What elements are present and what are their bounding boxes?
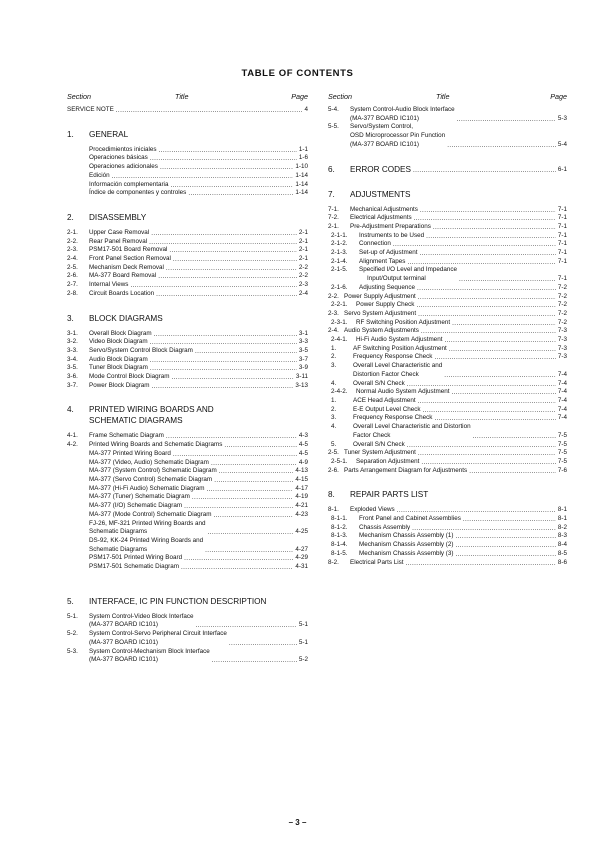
toc-entry[interactable]: 3-5. Tuner Block Diagram ..... 3-9 [67, 364, 308, 373]
toc-entry-service-note[interactable]: SERVICE NOTE ..... 4 [67, 106, 308, 115]
toc-entry[interactable]: 5-5. Servo/System Control, OSD Microprocessor Pin Function (MA-377 BOARD IC101) ..... 5-4 [328, 123, 567, 149]
toc-entry[interactable]: DS-92, KK-24 Printed Wiring Boards and Schematic Diagrams ..... 4-27 [89, 537, 308, 554]
toc-entry[interactable]: 4-1. Frame Schematic Diagram ..... 4-3 [67, 432, 308, 441]
toc-entry[interactable]: 2-1-6. Adjusting Sequence ..... 7-2 [328, 284, 567, 293]
toc-entry[interactable]: 3-1. Overall Block Diagram ..... 3-1 [67, 330, 308, 339]
section-heading-adjustments[interactable]: 7. ADJUSTMENTS [328, 189, 411, 199]
header-page: Page [291, 92, 308, 101]
section-heading-error-codes[interactable]: 6. ERROR CODES ..... 6-1 [328, 164, 567, 175]
toc-left-column [67, 92, 308, 665]
toc-entry[interactable]: 2-6. Parts Arrangement Diagram for Adjustments ..... 7-6 [328, 467, 567, 476]
toc-entry[interactable]: 2. Frequency Response Check ..... 7-3 [328, 353, 567, 362]
header-section: Section [67, 92, 91, 101]
section-heading-printed-wiring-boards[interactable]: 4. PRINTED WIRING BOARDS AND SCHEMATIC DIAGRAMS [67, 405, 214, 426]
toc-entry[interactable]: 2-5. Tuner System Adjustment ..... 7-5 [328, 449, 567, 458]
toc-entry[interactable]: 2-1-3. Set-up of Adjustment ..... 7-1 [328, 249, 567, 258]
toc-entry[interactable]: 4. Overall S/N Check ..... 7-4 [328, 380, 567, 389]
toc-entry[interactable]: 2-4-1. Hi-Fi Audio System Adjustment ..... 7-3 [328, 336, 567, 345]
toc-entry[interactable]: 1. AF Switching Position Adjustment ..... 7-3 [328, 345, 567, 354]
toc-entry[interactable]: Índice de componentes y controles ..... 1-14 [89, 189, 308, 198]
toc-entry[interactable]: MA-377 (Hi-Fi Audio) Schematic Diagram ..... 4-17 [89, 485, 308, 494]
column-header [67, 92, 308, 106]
toc-entry[interactable]: 1. ACE Head Adjustment ..... 7-4 [328, 397, 567, 406]
toc-entry[interactable]: 2-1. Pre-Adjustment Preparations ..... 7-1 [328, 223, 567, 232]
toc-entry[interactable]: 8-2. Electrical Parts List ..... 8-6 [328, 559, 567, 568]
toc-entry[interactable]: MA-377 (I/O) Schematic Diagram ..... 4-21 [89, 502, 308, 511]
header-title: Title [175, 92, 189, 101]
toc-entry[interactable]: 8-1-1. Front Panel and Cabinet Assemblies ..... 8-1 [328, 515, 567, 524]
section-heading-repair-parts[interactable]: 8. REPAIR PARTS LIST [328, 490, 429, 500]
toc-entry[interactable]: 2-4-2. Normal Audio System Adjustment ..... 7-4 [328, 388, 567, 397]
toc-entry[interactable]: 8-1. Exploded Views ..... 8-1 [328, 506, 567, 515]
toc-entry[interactable]: 2-2-1. Power Supply Check ..... 7-2 [328, 301, 567, 310]
toc-entry[interactable]: 2. E-E Output Level Check ..... 7-4 [328, 406, 567, 415]
toc-entry[interactable]: 4-2. Printed Wiring Boards and Schematic Diagrams ..... 4-5 [67, 441, 308, 450]
toc-entry[interactable]: 8-1-3. Mechanism Chassis Assembly (1) ..... 8-3 [328, 532, 567, 541]
toc-entry[interactable]: MA-377 Printed Wiring Board ..... 4-5 [89, 450, 308, 459]
toc-entry[interactable]: MA-377 (Video, Audio) Schematic Diagram ..... 4-9 [89, 459, 308, 468]
toc-entry[interactable]: 2-8. Circuit Boards Location ..... 2-4 [67, 290, 308, 299]
toc-entry[interactable]: 2-1-2. Connection ..... 7-1 [328, 240, 567, 249]
toc-entry[interactable]: 8-1-4. Mechanism Chassis Assembly (2) ..... 8-4 [328, 541, 567, 550]
toc-entry[interactable]: 2-6. MA-377 Board Removal ..... 2-2 [67, 272, 308, 281]
toc-entry[interactable]: 5-4. System Control-Audio Block Interface (MA-377 BOARD IC101) ..... 5-3 [328, 106, 567, 123]
toc-entry[interactable]: 8-1-2. Chassis Assembly ..... 8-2 [328, 524, 567, 533]
toc-entry[interactable]: Información complementaria ..... 1-14 [89, 181, 308, 190]
toc-entry[interactable]: MA-377 (Mode Control) Schematic Diagram ..... 4-23 [89, 511, 308, 520]
toc-entry[interactable]: 3-6. Mode Control Block Diagram ..... 3-11 [67, 373, 308, 382]
toc-entry[interactable]: 2-5-1. Separation Adjustment ..... 7-5 [328, 458, 567, 467]
toc-entry[interactable]: MA-377 (System Control) Schematic Diagram ..... 4-13 [89, 467, 308, 476]
toc-entry[interactable]: 2-2. Power Supply Adjustment ..... 7-2 [328, 293, 567, 302]
toc-entry[interactable]: Edición ..... 1-14 [89, 172, 308, 181]
page-number: – 3 – [288, 818, 307, 827]
toc-entry[interactable]: 3. Overall Level Characteristic and Distortion Factor Check ..... 7-4 [328, 362, 567, 379]
toc-entry[interactable]: 2-3. PSM17-501 Board Removal ..... 2-1 [67, 246, 308, 255]
toc-entry[interactable]: PSM17-501 Printed Wiring Board ..... 4-29 [89, 554, 308, 563]
toc-entry[interactable]: 5-2. System Control-Servo Peripheral Circuit Interface (MA-377 BOARD IC101) ..... 5-1 [67, 630, 308, 647]
toc-entry[interactable]: FJ-26, MF-321 Printed Wiring Boards and Schematic Diagrams ..... 4-25 [89, 520, 308, 537]
toc-entry[interactable]: 2-3-1. RF Switching Position Adjustment ..... 7-2 [328, 319, 567, 328]
toc-entry[interactable]: 3-2. Video Block Diagram ..... 3-3 [67, 338, 308, 347]
toc-entry[interactable]: 5-3. System Control-Mechanism Block Interface (MA-377 BOARD IC101) ..... 5-2 [67, 648, 308, 665]
section-heading-disassembly[interactable]: 2. DISASSEMBLY [67, 212, 147, 222]
toc-entry[interactable]: 8-1-5. Mechanism Chassis Assembly (3) ..... 8-5 [328, 550, 567, 559]
toc-entry[interactable]: 7-1. Mechanical Adjustments ..... 7-1 [328, 206, 567, 215]
toc-entry[interactable]: MA-377 (Tuner) Schematic Diagram ..... 4-19 [89, 493, 308, 502]
toc-entry[interactable]: Operaciones básicas ..... 1-6 [89, 154, 308, 163]
toc-entry[interactable]: 3. Frequency Response Check ..... 7-4 [328, 414, 567, 423]
toc-entry[interactable]: 4. Overall Level Characteristic and Distortion Factor Check ..... 7-5 [328, 423, 567, 440]
toc-entry[interactable]: 5. Overall S/N Check ..... 7-5 [328, 441, 567, 450]
toc-entry[interactable]: 2-1-5. Specified I/O Level and Impedance Input/Output terminal ..... 7-1 [328, 266, 567, 283]
header-page: Page [550, 92, 567, 101]
column-header [328, 92, 567, 106]
toc-right-column [328, 92, 567, 567]
toc-entry[interactable]: 2-3. Servo System Adjustment ..... 7-2 [328, 310, 567, 319]
toc-entry[interactable]: 2-4. Audio System Adjustments ..... 7-3 [328, 327, 567, 336]
toc-entry[interactable]: 7-2. Electrical Adjustments ..... 7-1 [328, 214, 567, 223]
section-heading-block-diagrams[interactable]: 3. BLOCK DIAGRAMS [67, 313, 163, 323]
header-title: Title [436, 92, 450, 101]
header-section: Section [328, 92, 352, 101]
toc-entry[interactable]: 2-5. Mechanism Deck Removal ..... 2-2 [67, 264, 308, 273]
toc-entry[interactable]: 2-2. Rear Panel Removal ..... 2-1 [67, 238, 308, 247]
section-heading-general[interactable]: 1. GENERAL [67, 129, 129, 139]
toc-entry[interactable]: Procedimientos iniciales ..... 1-1 [89, 146, 308, 155]
toc-entry[interactable]: 2-1-4. Alignment Tapes ..... 7-1 [328, 258, 567, 267]
toc-entry[interactable]: 3-7. Power Block Diagram ..... 3-13 [67, 382, 308, 391]
toc-entry[interactable]: Operaciones adicionales ..... 1-10 [89, 163, 308, 172]
section-heading-interface[interactable]: 5. INTERFACE, IC PIN FUNCTION DESCRIPTION [67, 596, 267, 606]
toc-entry[interactable]: 5-1. System Control-Video Block Interface (MA-377 BOARD IC101) ..... 5-1 [67, 613, 308, 630]
toc-entry[interactable]: 3-3. Servo/System Control Block Diagram ..... 3-5 [67, 347, 308, 356]
page-title: TABLE OF CONTENTS [241, 68, 354, 79]
toc-entry[interactable]: 2-1-1. Instruments to be Used ..... 7-1 [328, 232, 567, 241]
toc-entry[interactable]: 3-4. Audio Block Diagram ..... 3-7 [67, 356, 308, 365]
toc-entry[interactable]: 2-1. Upper Case Removal ..... 2-1 [67, 229, 308, 238]
toc-entry[interactable]: 2-4. Front Panel Section Removal ..... 2-1 [67, 255, 308, 264]
toc-entry[interactable]: PSM17-501 Schematic Diagram ..... 4-31 [89, 563, 308, 572]
toc-entry[interactable]: MA-377 (Servo Control) Schematic Diagram ..... 4-15 [89, 476, 308, 485]
toc-entry[interactable]: 2-7. Internal Views ..... 2-3 [67, 281, 308, 290]
